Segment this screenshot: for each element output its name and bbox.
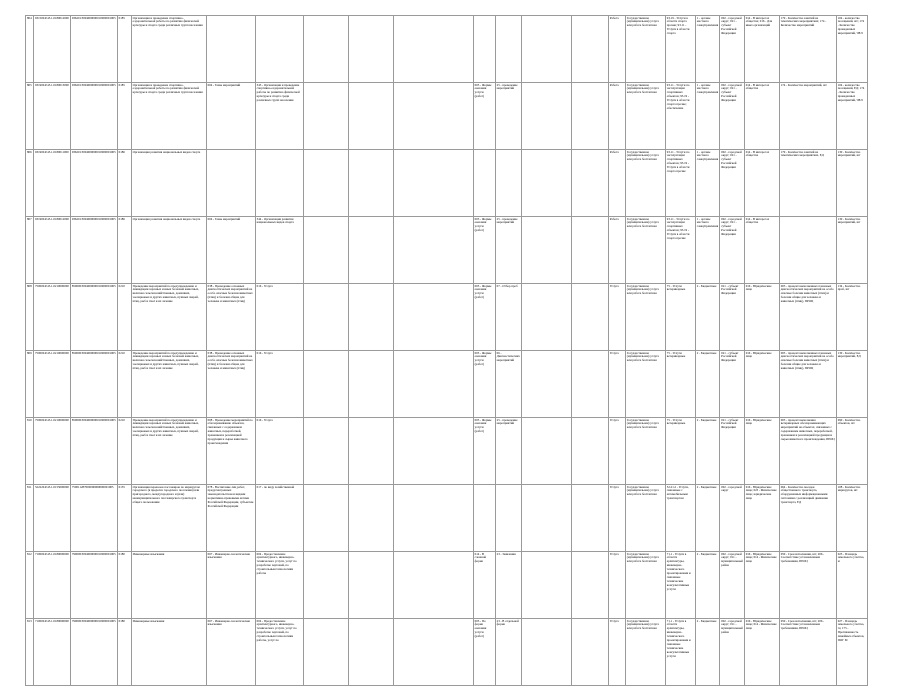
table-cell: 0185: [117, 83, 131, 150]
table-cell: Проведение мероприятий по предупреждению и ликвидации заразных и иных болезней животных, включая сельскохозяйственных, домашних, зоопарковых и других животных, пушных зверей, птиц, рыб и пчел и их лечение: [131, 284, 206, 351]
registry-table-body: [26, 16, 868, 686]
table-cell: [348, 284, 393, 351]
table-cell: [393, 552, 473, 619]
table-cell: 25 - проведение мероприятий: [495, 83, 521, 150]
table-cell: 808: [26, 284, 34, 351]
table-cell: 931900.Р.45.1.0180012000: [34, 217, 71, 284]
table-cell: 850000Э004000000010000001005: [70, 284, 117, 351]
table-cell: Работа: [608, 83, 625, 150]
table-cell: 108 - Количество маршрутов, шт: [836, 485, 867, 552]
table-cell: 93.11 - Услуги по эксплуатации спортивных объектов; 93.19 - Услуги в области спорта прочие: [665, 150, 695, 217]
table-cell: Государственная (муниципальная) услуга или работа бесплатная: [625, 83, 665, 150]
table-cell: [303, 351, 348, 418]
table-cell: 0155: [117, 485, 131, 552]
table-row: [26, 351, 868, 418]
table-cell: 003 - процент выполненных плановых диагностических мероприятий на особо опасные болезни животных (птиц) и болезни общие для человека и животных (птиц), ПРОЦ: [779, 351, 836, 418]
table-cell: [348, 485, 393, 552]
table-cell: Государственная (муниципальная) услуга или работа бесплатная: [625, 485, 665, 552]
table-row: [26, 485, 868, 552]
table-cell: 93.11 - Услуги по эксплуатации спортивных объектов; 93.19 - Услуги в области спорта прочие; обеспечение: [665, 83, 695, 150]
table-cell: 014 - В интересах общества: [744, 83, 779, 150]
table-cell: 25 - проведение мероприятий: [495, 217, 521, 284]
table-cell: 936201Э004000000010000001005: [70, 16, 117, 83]
table-cell: Проведение мероприятий по предупреждению и ликвидации заразных и иных болезней животных, включая сельскохозяйственных, домашних, зоопарковых и других животных, пушных зверей, птиц, рыб и пчел и их лечение: [131, 351, 206, 418]
table-cell: [348, 16, 393, 83]
table-cell: [571, 16, 608, 83]
table-cell: [571, 418, 608, 485]
table-cell: 750000.Р.45.1.0210000000: [34, 351, 71, 418]
table-cell: [473, 16, 495, 83]
table-cell: 014 - В интересах общества: [744, 150, 779, 217]
table-cell: 050 - Срок исполнения, шт; 206 - Соответствие установленным требованиям, ПРОЦ: [779, 552, 836, 619]
table-cell: Государственная (муниципальная) услуга или работа бесплатная: [625, 619, 665, 686]
table-cell: [473, 150, 495, 217]
table-cell: 75 - Услуги ветеринарные: [665, 351, 695, 418]
table-cell: 014 - В сложной форме: [473, 552, 495, 619]
table-cell: 179 - Количество занятий на тематических мероприятиях, ЕД: [779, 150, 836, 217]
table-cell: 936201Э004000000010000001005: [70, 150, 117, 217]
table-cell: 1 - органы местного самоуправления: [695, 217, 719, 284]
table-cell: 002 - городской округ; 011 - муниципальный район: [720, 552, 745, 619]
table-cell: 790000Э004000000010000001005: [70, 552, 117, 619]
table-cell: 2 - Бюджетные: [695, 485, 719, 552]
table-cell: [571, 351, 608, 418]
table-cell: 004 - Темы мероприятий: [206, 217, 255, 284]
table-cell: [255, 150, 303, 217]
table-cell: [473, 485, 495, 552]
table-cell: 810: [26, 418, 34, 485]
table-cell: Государственная (муниципальная) услуга или работа бесплатная: [625, 418, 665, 485]
table-cell: 067 - Инженерно-геологические изыскания: [206, 552, 255, 619]
table-cell: 078 - Воспитание лиц работ, предусмотренных законодательством и видами нормативно-правовыми актами Российской Федерации, субъектом Российской Федерации: [206, 485, 255, 552]
table-cell: 021 - субъект Российской Федерации: [720, 351, 745, 418]
table-cell: 016 - Юридические лица; 014 - Физические лица: [744, 552, 779, 619]
table-cell: Работа: [608, 16, 625, 83]
table-cell: 813: [26, 619, 34, 686]
table-cell: [348, 150, 393, 217]
table-cell: Государственная (муниципальная) услуга или работа бесплатная: [625, 16, 665, 83]
table-cell: 004 - Темы мероприятий: [206, 83, 255, 150]
table-cell: 790000Э004000000010000001005: [70, 619, 117, 686]
table-cell: [348, 351, 393, 418]
table-cell: Организация перевозок пассажиров по маршрутам городского (в пределах городского поселения) или пригородного, междугородного и (или) межмуниципального пассажирского транспорта общего пользования: [131, 485, 206, 552]
table-cell: [393, 217, 473, 284]
table-cell: 016 - Юридические лица: [744, 418, 779, 485]
table-cell: 005 - Формы оказания услуги (работ): [473, 351, 495, 418]
table-cell: Организация и проведение спортивно-оздоровительной работы по развитию физической культуры и спорта среди различных групп населения: [131, 83, 206, 150]
table-cell: [206, 150, 255, 217]
table-cell: [303, 552, 348, 619]
table-cell: 174 - Количество мероприятий, шт: [779, 83, 836, 150]
table-cell: 522220.Р.45.1.0155000000: [34, 485, 71, 552]
table-cell: 038 - Проведение основных диагностических мероприятий на особо опасные болезни животных (птиц) и болезни общие для человека и животных (птиц): [206, 351, 255, 418]
table-cell: Государственная (муниципальная) услуга или работа бесплатная: [625, 150, 665, 217]
table-cell: [521, 217, 571, 284]
table-cell: 936201Э004000000010000001005: [70, 217, 117, 284]
table-cell: 93.19 - Услуги в области спорта прочие; 93.11 - Услуги в области спорта: [665, 16, 695, 83]
table-cell: [348, 83, 393, 150]
table-cell: 23 - Заявления: [495, 552, 521, 619]
table-cell: [521, 150, 571, 217]
table-cell: [495, 16, 521, 83]
table-cell: 017 - по виду хозяйственной: [255, 485, 303, 552]
table-cell: 344 - Организация развития национальных видов спорта: [255, 217, 303, 284]
table-cell: 016 - Услуга: [255, 284, 303, 351]
table-cell: 750000.Р.45.1.0210000000: [34, 284, 71, 351]
table-cell: Работа: [608, 217, 625, 284]
table-cell: 850000Э004000000010000001005: [70, 418, 117, 485]
table-cell: 179 - Количество занятий на тематических мероприятиях; 174 - Количество мероприятий: [779, 16, 836, 83]
table-row: [26, 217, 868, 284]
table-cell: 931500.Р.45.1.0180012000: [34, 16, 71, 83]
table-cell: 130 - Количество мероприятий, шт: [836, 150, 867, 217]
table-cell: [393, 16, 473, 83]
table-cell: 038 - Проведение основных диагностических мероприятий на особо опасные болезни животных (птиц) и болезни общие для человека и животных (птиц): [206, 284, 255, 351]
table-cell: 134 - Количество проб, шт: [836, 284, 867, 351]
table-cell: [393, 150, 473, 217]
table-cell: 0210: [117, 351, 131, 418]
table-cell: 750011287000000000000001005: [70, 485, 117, 552]
table-cell: 016 - Юридические лица: [744, 284, 779, 351]
table-row: [26, 150, 868, 217]
table-cell: Инженерные изыскания: [131, 552, 206, 619]
table-cell: 07 - Отбор проб: [495, 284, 521, 351]
table-cell: 008 - Проведение мероприятий по обеззараживанию объектов, связанных с содержанием животных, переработкой, хранением и реализацией продукции и сырья животного происхождения: [206, 418, 255, 485]
table-cell: [206, 16, 255, 83]
table-cell: 002 - городской округ; 021 - субъект Российской Федерации: [720, 150, 745, 217]
table-cell: 005 - Формы оказания услуги (работ): [473, 217, 495, 284]
table-cell: 52.21.2 - Услуги, связанные с автомобильным транспортом: [665, 485, 695, 552]
table-cell: [521, 351, 571, 418]
table-cell: 021 - субъект Российской Федерации: [720, 284, 745, 351]
table-cell: 014 - В интересах общества; 016 - Для иных организаций: [744, 16, 779, 83]
table-cell: 2 - Бюджетные: [695, 284, 719, 351]
table-cell: 014 - В интересах общества: [744, 217, 779, 284]
table-cell: [521, 284, 571, 351]
table-cell: 002 - городской округ; 021 - субъект Российской Федерации: [720, 217, 745, 284]
table-cell: [571, 150, 608, 217]
table-cell: [571, 284, 608, 351]
table-cell: [303, 83, 348, 150]
table-cell: [571, 619, 608, 686]
table-row: [26, 83, 868, 150]
table-cell: Услуга: [608, 485, 625, 552]
table-cell: 2 - Бюджетные: [695, 418, 719, 485]
table-cell: 016 - Юридические лица; 023 - Физические лица; юридические лица: [744, 485, 779, 552]
table-cell: 2 - Бюджетные: [695, 552, 719, 619]
table-cell: Государственная (муниципальная) услуга или работа бесплатная: [625, 217, 665, 284]
table-cell: 0185: [117, 16, 131, 83]
table-cell: 104 - количество посещений, шт; 174 - Количество проведенных мероприятий, ЧЕЛ: [836, 16, 867, 83]
table-cell: [521, 485, 571, 552]
table-cell: 1 - органы местного самоуправления: [695, 16, 719, 83]
table-cell: 25 - проведение мероприятий: [495, 418, 521, 485]
table-cell: [571, 485, 608, 552]
table-cell: 130 - Количество мероприятий, ЕД: [836, 351, 867, 418]
table-cell: 804: [26, 16, 34, 83]
table-cell: 104 - количество посещений, ЕД; 174 - Количество проведенных мероприятий, ЧЕЛ: [836, 83, 867, 150]
table-cell: 016 - Услуга: [255, 351, 303, 418]
table-cell: [571, 83, 608, 150]
table-cell: [303, 16, 348, 83]
table-cell: 016 - Юридические лица: [744, 351, 779, 418]
table-cell: [495, 485, 521, 552]
table-cell: [303, 619, 348, 686]
table-cell: 021 - субъект Российской Федерации: [720, 418, 745, 485]
table-cell: 71.1 - Услуги в области архитектуры, инженерно-технического проектирования и связанные технические консультативные услуги: [665, 552, 695, 619]
table-cell: [779, 217, 836, 284]
table-cell: [521, 418, 571, 485]
table-row: [26, 16, 868, 83]
table-cell: Услуга: [608, 418, 625, 485]
table-cell: 1 - органы местного самоуправления: [695, 150, 719, 217]
table-cell: 06 - Диагностических мероприятий: [495, 351, 521, 418]
table-cell: 0210: [117, 284, 131, 351]
table-cell: Организация и проведение спортивно-оздоровительной работы по развитию физической культуры и спорта среди различных групп населения: [131, 16, 206, 83]
table-cell: Услуга: [608, 552, 625, 619]
table-cell: 931900.Р.45.1.0180013000: [34, 83, 71, 150]
table-cell: 850000Э004000000010000001005: [70, 351, 117, 418]
table-cell: [303, 418, 348, 485]
table-cell: 050 - Срок исполнения, шт; 206 - Соответствие установленным требованиям, ПРОЦ: [779, 619, 836, 686]
table-cell: Работа: [608, 150, 625, 217]
table-cell: 750000.Р.45.1.0210000000: [34, 418, 71, 485]
table-cell: 005 - Формы оказания услуги (работ): [473, 284, 495, 351]
table-cell: 812: [26, 552, 34, 619]
table-cell: 0186: [117, 217, 131, 284]
table-cell: [393, 418, 473, 485]
table-cell: [348, 619, 393, 686]
table-cell: 016 - Услуга: [255, 418, 303, 485]
table-cell: [303, 485, 348, 552]
table-cell: [393, 351, 473, 418]
table-cell: 710000.Р.45.1.0180000000: [34, 619, 71, 686]
table-row: [26, 418, 868, 485]
table-cell: 004 - Предоставление архитектурного, инженерно-технического услуги, услуг по разработке чертежей, по строительным технологиям работы: [255, 552, 303, 619]
table-cell: [521, 552, 571, 619]
table-cell: Услуга: [608, 619, 625, 686]
table-cell: 067 - Инженерно-геологические изыскания: [206, 619, 255, 686]
table-cell: 23 - В отдельной форме: [495, 619, 521, 686]
table-cell: 811: [26, 485, 34, 552]
table-cell: 93.11 - Услуги по эксплуатации спортивных объектов; 93.19 - Услуги в области спорта прочие: [665, 217, 695, 284]
table-cell: 003 - процент выполнения ветеринарных обеззараживающих мероприятий на объектах, связанных с содержанием животных, переработкой, хранением и реализацией продукции и сырья животного происхождения, ПРОЦ: [779, 418, 836, 485]
table-cell: 025 - Площадь земельного участка, м: [836, 552, 867, 619]
table-cell: 130 - Количество мероприятий, шт: [836, 217, 867, 284]
table-cell: [393, 485, 473, 552]
table-cell: 809: [26, 351, 34, 418]
table-cell: Услуга: [608, 351, 625, 418]
table-cell: 805: [26, 83, 34, 150]
table-cell: [348, 552, 393, 619]
table-cell: [571, 552, 608, 619]
table-cell: [393, 284, 473, 351]
table-cell: 343 - Организация и проведение спортивно-оздоровительной работы по развитию физической культуры и спорта среди различных групп населения: [255, 83, 303, 150]
table-cell: 936201Э004000000010000001005: [70, 83, 117, 150]
table-cell: [393, 619, 473, 686]
table-cell: [303, 217, 348, 284]
table-cell: Инженерные изыскания: [131, 619, 206, 686]
table-cell: 75 - Услуги ветеринарные: [665, 418, 695, 485]
table-cell: 710000.Р.45.1.0180000000: [34, 552, 71, 619]
table-cell: 0186: [117, 150, 131, 217]
table-cell: Услуга: [608, 284, 625, 351]
table-cell: 2 - Бюджетные: [695, 351, 719, 418]
table-cell: 016 - Юридические лица; 014 - Физические лица: [744, 619, 779, 686]
table-cell: 004 - Предоставление архитектурного, инженерно-технического услуги, услуг по разработке чертежей, по строительным технологиям работы, услуг по: [255, 619, 303, 686]
table-cell: 002 - городской округ; 011 - муниципальный район: [720, 619, 745, 686]
table-cell: 064 - Количество поездок общественного транспорта, оборудованных информационными системами с реализацией движения транспорта, ЕД: [779, 485, 836, 552]
table-cell: 75 - Услуги ветеринарные: [665, 284, 695, 351]
table-cell: 002 - городской округ: [720, 485, 745, 552]
table-cell: [521, 16, 571, 83]
table-cell: 090 - Количество объектов, шт: [836, 418, 867, 485]
table-cell: 005 - Формы оказания услуги (работ): [473, 418, 495, 485]
table-cell: 71.1 - Услуги в области архитектуры, инженерно-технического проектирования и связанные технические консультативные услуги: [665, 619, 695, 686]
table-cell: [303, 150, 348, 217]
table-cell: [393, 83, 473, 150]
table-cell: 931900.Р.45.1.0180011000: [34, 150, 71, 217]
table-cell: Государственная (муниципальная) услуга или работа бесплатная: [625, 552, 665, 619]
table-cell: [521, 619, 571, 686]
table-cell: [348, 217, 393, 284]
table-cell: 0210: [117, 418, 131, 485]
table-cell: 2 - Бюджетные: [695, 619, 719, 686]
table-cell: Проведение мероприятий по предупреждению и ликвидации заразных и иных болезней животных, включая сельскохозяйственных, домашних, зоопарковых и других животных, пушных зверей, птиц, рыб и пчел и их лечение: [131, 418, 206, 485]
table-cell: 002 - городской округ; 021 - субъект Российской Федерации: [720, 83, 745, 150]
table-cell: [571, 217, 608, 284]
table-cell: 806: [26, 150, 34, 217]
table-cell: 005 - По форме оказания услуги (работ): [473, 619, 495, 686]
table-cell: [348, 418, 393, 485]
table-cell: 807: [26, 217, 34, 284]
registry-table: [25, 15, 868, 686]
table-cell: 005 - Формы оказания услуги (работ): [473, 83, 495, 150]
table-cell: Организация развития национальных видов спорта: [131, 217, 206, 284]
table-cell: 003 - процент выполненных плановых диагностических мероприятий на особо опасные болезни животных (птиц) и болезни общие для человека и животных (птиц), ПРОЦ: [779, 284, 836, 351]
table-cell: 027 - Площадь земельного участка, га; 175 - Протяженность линейных объектов, ПОГ М: [836, 619, 867, 686]
table-row: [26, 619, 868, 686]
table-row: [26, 552, 868, 619]
table-cell: [495, 150, 521, 217]
table-cell: [303, 284, 348, 351]
table-row: [26, 284, 868, 351]
table-cell: [521, 83, 571, 150]
table-cell: 002 - городской округ; 021 - субъект Российской Федерации: [720, 16, 745, 83]
table-cell: Государственная (муниципальная) услуга или работа бесплатная: [625, 284, 665, 351]
table-cell: [255, 16, 303, 83]
table-cell: 0180: [117, 619, 131, 686]
table-cell: 0180: [117, 552, 131, 619]
table-cell: Организация развития национальных видов спорта: [131, 150, 206, 217]
table-cell: 1 - органы местного самоуправления: [695, 83, 719, 150]
table-cell: Государственная (муниципальная) услуга или работа бесплатная: [625, 351, 665, 418]
